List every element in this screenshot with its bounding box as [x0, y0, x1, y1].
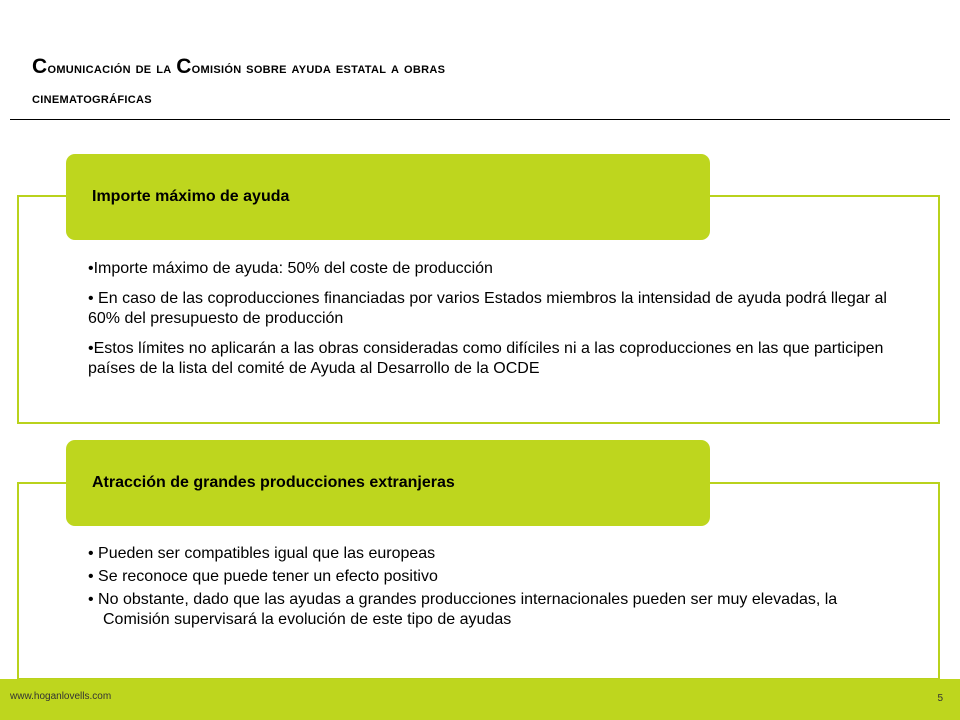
bullet-item: • Se reconoce que puede tener un efecto positivo: [88, 568, 438, 585]
title-part-2: omisión sobre ayuda estatal a obras: [191, 60, 446, 77]
title-initial-1: C: [32, 55, 48, 78]
footer-url-link[interactable]: www.hoganlovells.com: [10, 691, 112, 702]
title-initial-2: C: [176, 55, 192, 78]
title-divider: [10, 119, 950, 120]
bullet-item: • Pueden ser compatibles igual que las europeas: [88, 545, 436, 562]
section-bullets-foreign-productions: [88, 544, 888, 633]
bullet-item: • En caso de las coproducciones financiadas por varios Estados miembros la intensidad de ayuda podrá llegar al 60% del presupuesto de producción: [88, 290, 887, 327]
section-heading-max-aid: [66, 154, 710, 240]
bullet-item: •Importe máximo de ayuda: 50% del coste de producción: [88, 260, 493, 277]
section-heading-foreign-productions: [66, 440, 710, 526]
section-heading-label: Importe máximo de ayuda: [92, 188, 290, 205]
footer-bar: [0, 679, 960, 720]
bullet-item: • No obstante, dado que las ayudas a grandes producciones internacionales pueden ser muy elevadas, la Comisión supervisará la evolución de este tipo de ayudas: [88, 591, 838, 628]
page-number: 5: [937, 693, 943, 704]
slide-title: [32, 52, 932, 114]
title-part-1: omunicación de la: [47, 60, 177, 77]
section-bullets-max-aid: [88, 259, 888, 389]
bullet-item: •Estos límites no aplicarán a las obras consideradas como difíciles ni a las coproducciones en las que participen países de la lista del comité de Ayuda al Desarrollo de la OCDE: [88, 340, 884, 377]
title-line-2: cinematográficas: [32, 90, 152, 107]
section-heading-label: Atracción de grandes producciones extranjeras: [92, 474, 455, 491]
